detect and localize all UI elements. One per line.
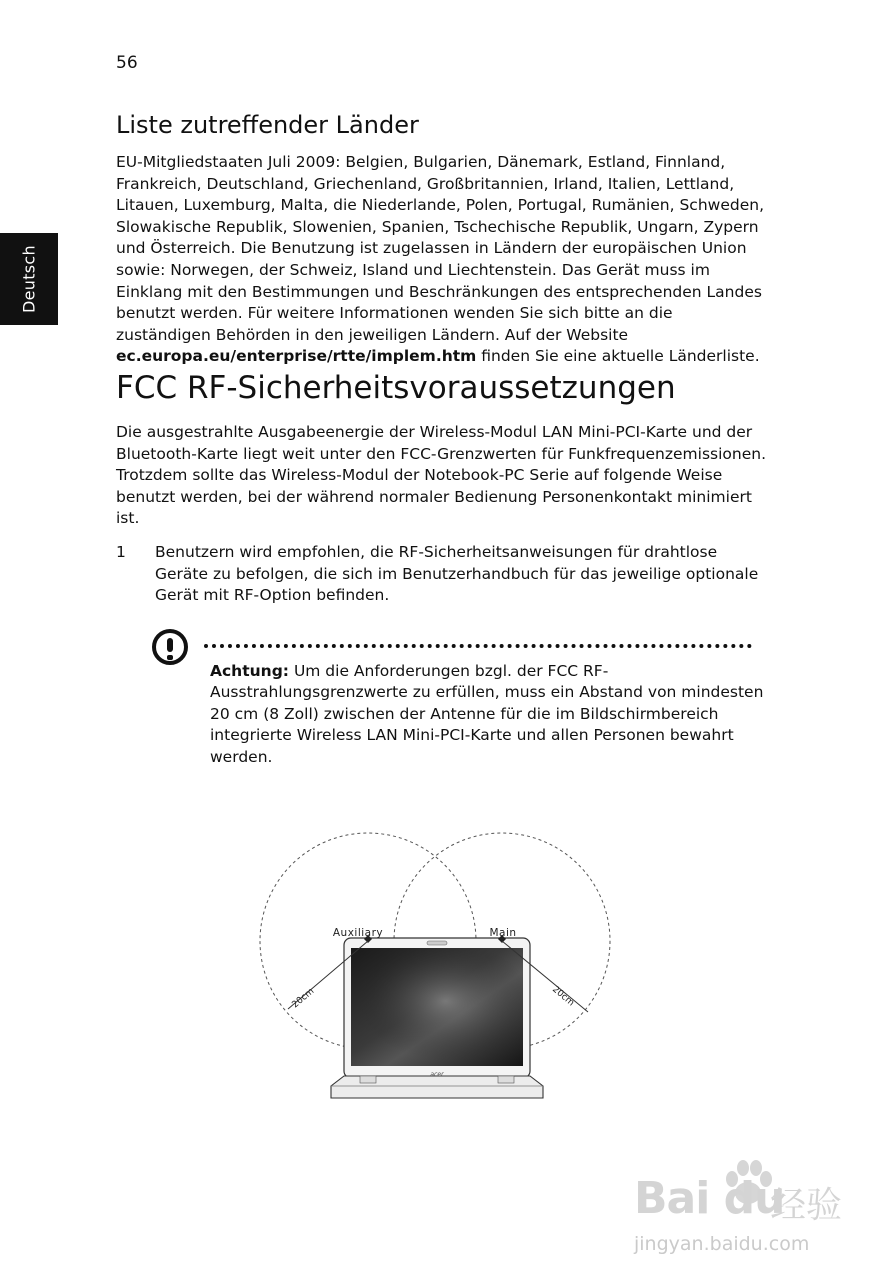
laptop-brand-logo: acer	[430, 1071, 444, 1078]
fcc-paragraph: Die ausgestrahlte Ausgabeenergie der Wireless-Modul LAN Mini-PCI-Karte und der Bluetooth-Karte liegt weit unter den FCC-Grenzwerten für Funkfrequenzemissionen. Trotzdem sollte das Wireless-Modul der Notebook-PC Serie auf folgende Weise benutzt werden, bei der während normaler Bedienung Personenkontakt minimiert ist.	[116, 422, 767, 528]
watermark-cn: 经验	[770, 1185, 843, 1226]
list-item-number: 1	[116, 542, 126, 561]
caution-box	[116, 629, 766, 769]
caution-label: Achtung:	[210, 661, 289, 680]
laptop-illustration	[331, 938, 543, 1098]
eu-website-link[interactable]: ec.europa.eu/enterprise/rtte/implem.htm	[116, 347, 477, 366]
main-label: Main	[489, 927, 517, 939]
list-item-text: Benutzern wird empfohlen, die RF-Sicherheitsanweisungen für drahtlose Geräte zu befolgen, die sich im Benutzerhandbuch für das jeweilige optionale Gerät mit RF-Option befinden.	[155, 542, 759, 605]
section-title-fcc: FCC RF-Sicherheitsvoraussetzungen	[116, 369, 676, 406]
auxiliary-label: Auxiliary	[332, 927, 384, 939]
watermark-url: jingyan.baidu.com	[634, 1233, 810, 1255]
countries-text: EU-Mitgliedstaaten Juli 2009: Belgien, Bulgarien, Dänemark, Estland, Finnland, Frankreich, Deutschland, Griechenland, Großbritannien, Irland, Italien, Lettland, Litauen, Luxemburg, Malta, die Niederlande, Polen, Portugal, Rumänien, Schweden, Slowakische Republik, Slowenien, Spanien, Tschechische Republik, Ungarn, Zypern und Österreich. Die Benutzung ist zugelassen in Ländern der europäischen Union sowie: Norwegen, der Schweiz, Island und Liechtenstein. Das Gerät muss im Einklang mit den Bestimmungen und Beschränkungen des entsprechenden Landes benutzt werden. Für weitere Informationen wenden Sie sich bitte an die zuständigen Behörden in den jeweiligen Ländern. Auf der Website	[116, 153, 764, 344]
watermark-brand: Bai du	[634, 1173, 785, 1224]
auxiliary-distance-label: 20cm	[290, 986, 317, 1011]
countries-text-end: finden Sie eine aktuelle Länderliste.	[481, 347, 760, 366]
antenna-range-diagram	[258, 830, 618, 1105]
list-item	[116, 542, 766, 607]
language-side-tab	[0, 233, 58, 325]
caution-divider	[204, 644, 752, 648]
caution-text	[116, 629, 766, 769]
page-number: 56	[116, 53, 138, 73]
caution-body: Um die Anforderungen bzgl. der FCC RF-Ausstrahlungsgrenzwerte zu erfüllen, muss ein Abstand von mindesten 20 cm (8 Zoll) zwischen der Antenne für die im Bildschirmbereich integrierte Wireless LAN Mini-PCI-Karte und allen Personen bewahrt werden.	[210, 661, 764, 767]
page-content	[116, 110, 766, 769]
baidu-watermark	[634, 1155, 844, 1270]
countries-paragraph	[116, 152, 766, 368]
caution-icon	[152, 629, 188, 665]
side-tab-label: Deutsch	[19, 245, 39, 313]
section-title-countries: Liste zutreffender Länder	[116, 111, 419, 139]
main-distance-label: 20cm	[550, 984, 576, 1009]
